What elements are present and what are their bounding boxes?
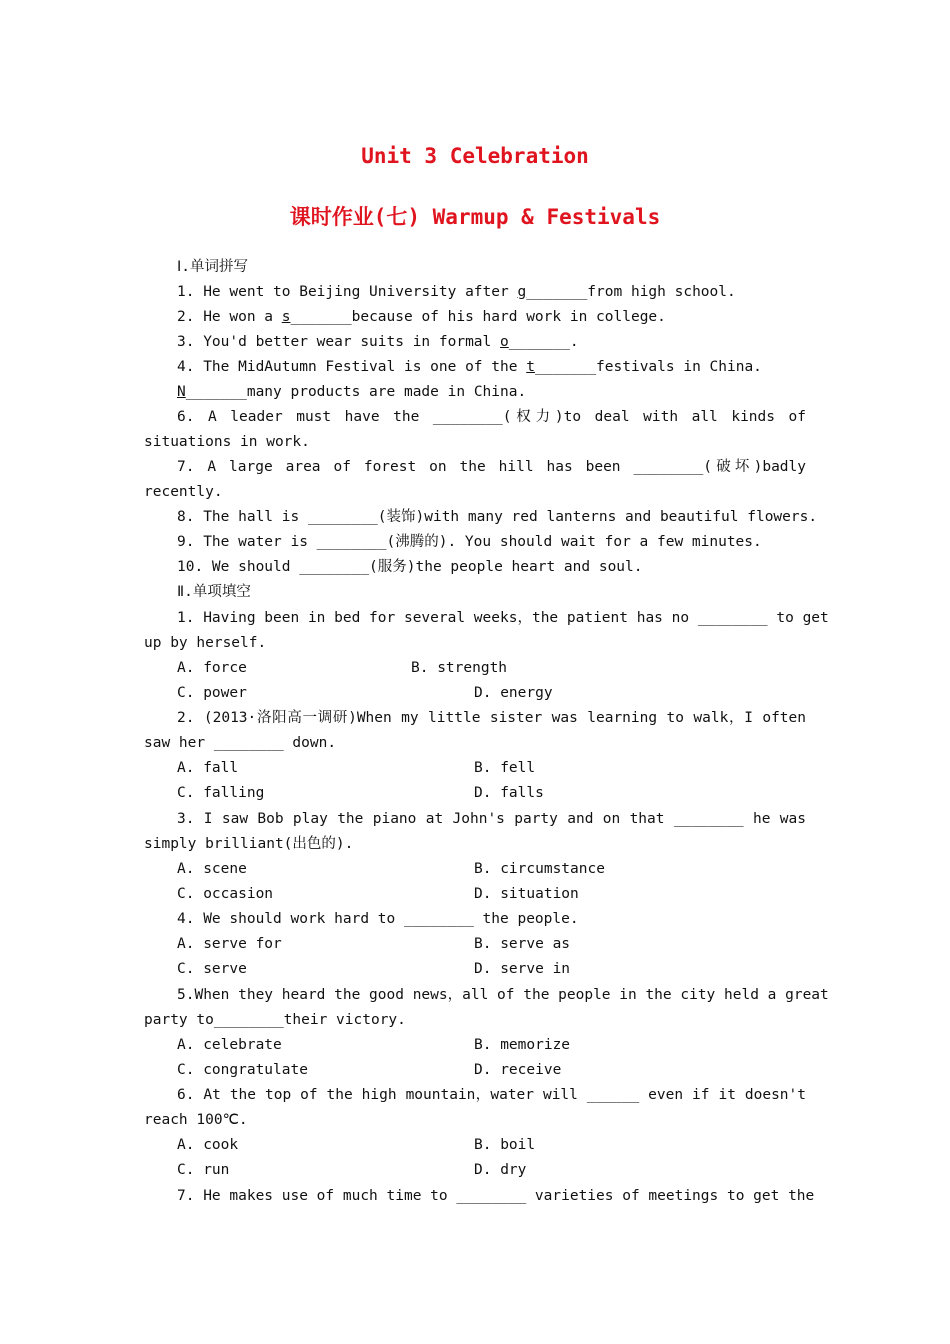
unit-title: Unit 3 Celebration xyxy=(361,144,589,168)
option-a: A. serve for xyxy=(177,936,282,952)
s1-question-8: 8. The hall is ________(装饰)with many red lanterns and beautiful flowers. xyxy=(177,509,818,525)
option-d: D. energy xyxy=(474,685,553,701)
s2-question-6-cont: reach 100℃. xyxy=(144,1112,248,1128)
s2-question-5: 5.When they heard the good news，all of the people in the city held a great xyxy=(177,987,829,1003)
s2-question-4: 4. We should work hard to ________ the people. xyxy=(177,911,579,927)
s1-question-4: 4. The MidAutumn Festival is one of the t_______festivals in China. xyxy=(177,359,762,375)
s1-question-1: 1. He went to Beijing University after g_______from high school. xyxy=(177,284,736,300)
option-d: D. receive xyxy=(474,1062,562,1078)
option-d: D. dry xyxy=(474,1162,527,1178)
s2-question-2-cont: saw her ________ down. xyxy=(144,735,337,751)
section1-heading: Ⅰ.单词拼写 xyxy=(177,259,249,275)
s2-question-1: 1. Having been in bed for several weeks，the patient has no ________ to get xyxy=(177,610,829,626)
option-a: A. celebrate xyxy=(177,1037,282,1053)
lesson-title: 课时作业(七) Warmup & Festivals xyxy=(289,205,661,229)
option-b: B. strength xyxy=(411,660,508,676)
s2-question-1-cont: up by herself. xyxy=(144,635,267,651)
s1-question-2: 2. He won a s_______because of his hard work in college. xyxy=(177,309,666,325)
s1-question-6-cont: situations in work. xyxy=(144,434,310,450)
option-b: B. boil xyxy=(474,1137,536,1153)
option-c: C. serve xyxy=(177,961,247,977)
s2-question-3-cont: simply brilliant(出色的). xyxy=(144,836,354,852)
option-c: C. occasion xyxy=(177,886,274,902)
option-b: B. memorize xyxy=(474,1037,571,1053)
s1-question-9: 9. The water is ________(沸腾的). You should wait for a few minutes. xyxy=(177,534,762,550)
option-b: B. fell xyxy=(474,760,536,776)
s1-question-10: 10. We should ________(服务)the people heart and soul. xyxy=(177,559,643,575)
s2-question-2: 2. (2013·洛阳高一调研)When my little sister was learning to walk，I often xyxy=(177,710,806,726)
option-c: C. run xyxy=(177,1162,230,1178)
s1-question-7: 7. A large area of forest on the hill has been ________(破坏)badly xyxy=(177,459,806,475)
section2-heading: Ⅱ.单项填空 xyxy=(177,584,251,600)
option-c: C. congratulate xyxy=(177,1062,308,1078)
option-a: A. force xyxy=(177,660,247,676)
option-a: A. fall xyxy=(177,760,239,776)
option-d: D. falls xyxy=(474,785,544,801)
s2-question-7: 7. He makes use of much time to ________ varieties of meetings to get the xyxy=(177,1188,815,1204)
s1-question-6: 6. A leader must have the ________(权力)to deal with all kinds of xyxy=(177,409,806,425)
s1-question-5: N_______many products are made in China. xyxy=(177,384,527,400)
s1-question-3: 3. You'd better wear suits in formal o_______. xyxy=(177,334,579,350)
s1-question-7-cont: recently. xyxy=(144,484,223,500)
option-b: B. circumstance xyxy=(474,861,605,877)
option-d: D. situation xyxy=(474,886,579,902)
s2-question-5-cont: party to________their victory. xyxy=(144,1012,406,1028)
option-c: C. power xyxy=(177,685,247,701)
option-a: A. cook xyxy=(177,1137,239,1153)
option-b: B. serve as xyxy=(474,936,571,952)
option-a: A. scene xyxy=(177,861,247,877)
option-c: C. falling xyxy=(177,785,265,801)
option-d: D. serve in xyxy=(474,961,571,977)
s2-question-6: 6. At the top of the high mountain，water will ______ even if it doesn't xyxy=(177,1087,806,1103)
s2-question-3: 3. I saw Bob play the piano at John's party and on that ________ he was xyxy=(177,811,806,827)
